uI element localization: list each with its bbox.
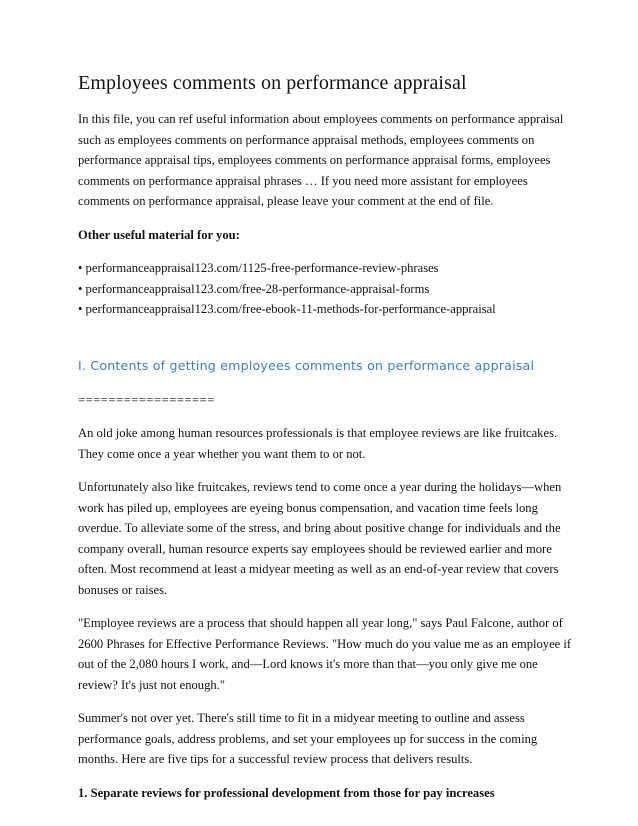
useful-links-list [78, 258, 578, 320]
body-paragraph: Summer's not over yet. There's still time to fit in a midyear meeting to outline and assess performance goals, address problems, and set your employees up for success in the coming months. Here are five tips for a successful review process that delivers results. [78, 711, 538, 766]
section-heading: I. Contents of getting employees comments on performance appraisal [78, 357, 535, 373]
intro-paragraph: In this file, you can ref useful information about employees comments on performance appraisal such as employees comments on performance appraisal methods, employees comments on performance appraisal tips, employees comments on performance appraisal forms, employees comments on performance appraisal phrases … If you need more assistant for employees comments on performance appraisal, please leave your comment at the end of file. [78, 112, 564, 208]
other-material-heading: Other useful material for you: [78, 227, 240, 242]
sub-heading: 1. Separate reviews for professional development from those for pay increases [78, 785, 495, 800]
link-item-free-performance-appraisal-forms[interactable]: • performanceappraisal123.com/free-28-performance-appraisal-forms [78, 281, 430, 296]
body-paragraph: An old joke among human resources professionals is that employee reviews are like fruitcakes. They come once a year whether you want them to or not. [78, 426, 558, 461]
separator-line: ================== [78, 392, 215, 407]
link-item-free-performance-review-phrases[interactable]: • performanceappraisal123.com/1125-free-performance-review-phrases [78, 261, 439, 275]
body-paragraph: "Employee reviews are a process that should happen all year long," says Paul Falcone, author of 2600 Phrases for Effective Performance Reviews. "How much do you value me as an employee if out of the 2,080 hours I work, and—Lord knows it's more than that—you only give me one review? It's just not enough." [78, 616, 572, 692]
body-paragraph: Unfortunately also like fruitcakes, reviews tend to come once a year during the holidays—when work has piled up, employees are eyeing bonus compensation, and vacation time feels long overdue. To alleviate some of the stress, and bring about positive change for individuals and the company overall, human resource experts say employees should be reviewed earlier and more often. Most recommend at least a midyear meeting as well as an end-of-year review that covers bonuses or raises. [78, 480, 562, 597]
page-title: Employees comments on performance appraisal [78, 72, 467, 94]
link-item-free-ebook-methods[interactable]: • performanceappraisal123.com/free-ebook-11-methods-for-performance-appraisal [78, 302, 496, 316]
